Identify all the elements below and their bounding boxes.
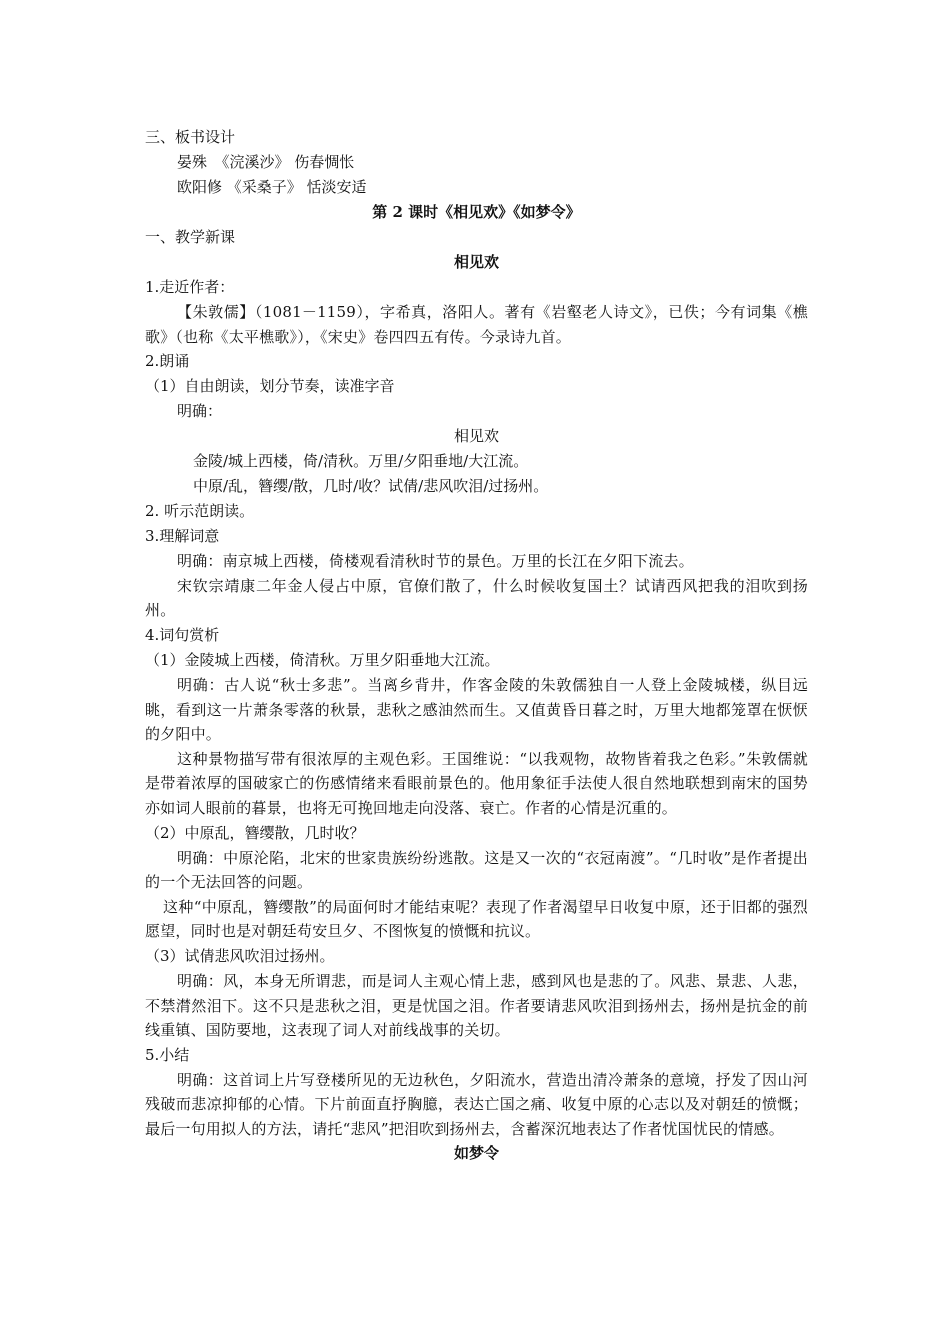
author-intro-paragraph: 【朱敦儒】（1081－1159），字希真，洛阳人。著有《岩壑老人诗文》，已佚；今有词集《樵歌》（也称《太平樵歌》），《宋史》卷四四五有传。今录诗九首。 xyxy=(145,303,808,346)
appreciation-q1-answer-2: 这种景物描写带有很浓厚的主观色彩。王国维说：“以我观物，故物皆着我之色彩。”朱敦儒就是带着浓厚的国破家亡的伤感情绪来看眼前景色的。他用象征手法使人很自然地联想到南宋的国势亦如词人眼前的暮景，也将无可挽回地走向没落、衰亡。作者的心情是沉重的。 xyxy=(145,749,808,817)
appreciation-q2: （2）中原乱，簪缨散，几时收？ xyxy=(145,823,365,842)
appreciation-heading: 4.词句赏析 xyxy=(145,625,220,644)
meaning-paragraph-1: 明确：南京城上西楼，倚楼观看清秋时节的景色。万里的长江在夕阳下流去。 xyxy=(177,552,694,571)
board-design-heading: 三、板书设计 xyxy=(145,128,236,146)
appreciation-q2-answer-1: 明确：中原沦陷，北宋的世家贵族纷纷逃散。这是又一次的“衣冠南渡”。“几时收”是作者提出的一个无法回答的问题。 xyxy=(145,848,808,892)
appreciation-q2-answer-2: 这种“中原乱，簪缨散”的局面何时才能结束呢？表现了作者渴望早日收复中原，还于旧都的强烈愿望，同时也是对朝廷苟安旦夕、不图恢复的愤慨和抗议。 xyxy=(145,897,808,941)
board-design-row-ouyangxiu: 欧阳修 《采桑子》 恬淡安适 xyxy=(177,178,367,196)
appreciation-q1-answer-1: 明确：古人说“秋士多悲”。当离乡背井，作客金陵的朱敦儒独自一人登上金陵城楼，纵目远眺，看到这一片萧条零落的秋景，悲秋之感油然而生。又值黄昏日暮之时，万里大地都笼罩在恹恹的夕阳中。 xyxy=(145,675,808,744)
poem-title-xiangjianhuan: 相见欢 xyxy=(453,253,499,271)
appreciation-q3-answer-1: 明确：风，本身无所谓悲，而是词人主观心情上悲，感到风也是悲的了。风悲、景悲、人悲，不禁潸然泪下。这不只是悲秋之泪，更是忧国之泪。作者要请悲风吹泪到扬州去，扬州是抗金的前线重镇、国防要地，这表现了词人对前线战事的关切。 xyxy=(145,971,808,1040)
new-lesson-heading: 一、教学新课 xyxy=(145,228,236,246)
appreciation-q3: （3）试倩悲风吹泪过扬州。 xyxy=(145,946,335,965)
summary-paragraph: 明确：这首词上片写登楼所见的无边秋色，夕阳流水，营造出清冷萧条的意境，抒发了因山河残破而悲凉抑郁的心情。下片前面直抒胸臆，表达亡国之痛、收复中原的心志以及对朝廷的愤慨；最后一句用拟人的方法，请托“悲风”把泪吹到扬州去，含蓄深沉地表达了作者忧国忧民的情感。 xyxy=(145,1070,808,1138)
summary-heading: 5.小结 xyxy=(145,1045,190,1064)
poem-rhythm-line-2: 中原/乱，簪缨/散，几时/收？试倩/悲风吹泪/过扬州。 xyxy=(193,477,549,496)
lesson-2-title: 第 2 课时《相见欢》《如梦令》 xyxy=(372,203,581,221)
poem-rhythm-title: 相见欢 xyxy=(453,427,499,446)
author-heading: 1.走近作者： xyxy=(145,278,235,296)
recitation-heading: 2.朗诵 xyxy=(145,352,190,371)
meaning-heading: 3.理解词意 xyxy=(145,527,220,546)
board-design-row-yanshu: 晏殊 《浣溪沙》 伤春惆怅 xyxy=(177,153,355,171)
poem-title-rumengling: 如梦令 xyxy=(453,1144,499,1163)
appreciation-q1: （1）金陵城上西楼，倚清秋。万里夕阳垂地大江流。 xyxy=(145,650,500,669)
recitation-sub-1: （1）自由朗读，划分节奏，读准字音 xyxy=(145,377,395,396)
recitation-answer-label: 明确： xyxy=(177,402,223,421)
meaning-paragraph-2: 宋钦宗靖康二年金人侵占中原，官僚们散了，什么时候收复国土？试请西风把我的泪吹到扬州。 xyxy=(145,576,808,620)
poem-rhythm-line-1: 金陵/城上西楼，倚/清秋。万里/夕阳垂地/大江流。 xyxy=(193,452,529,471)
model-reading-heading: 2. 听示范朗读。 xyxy=(145,502,255,521)
